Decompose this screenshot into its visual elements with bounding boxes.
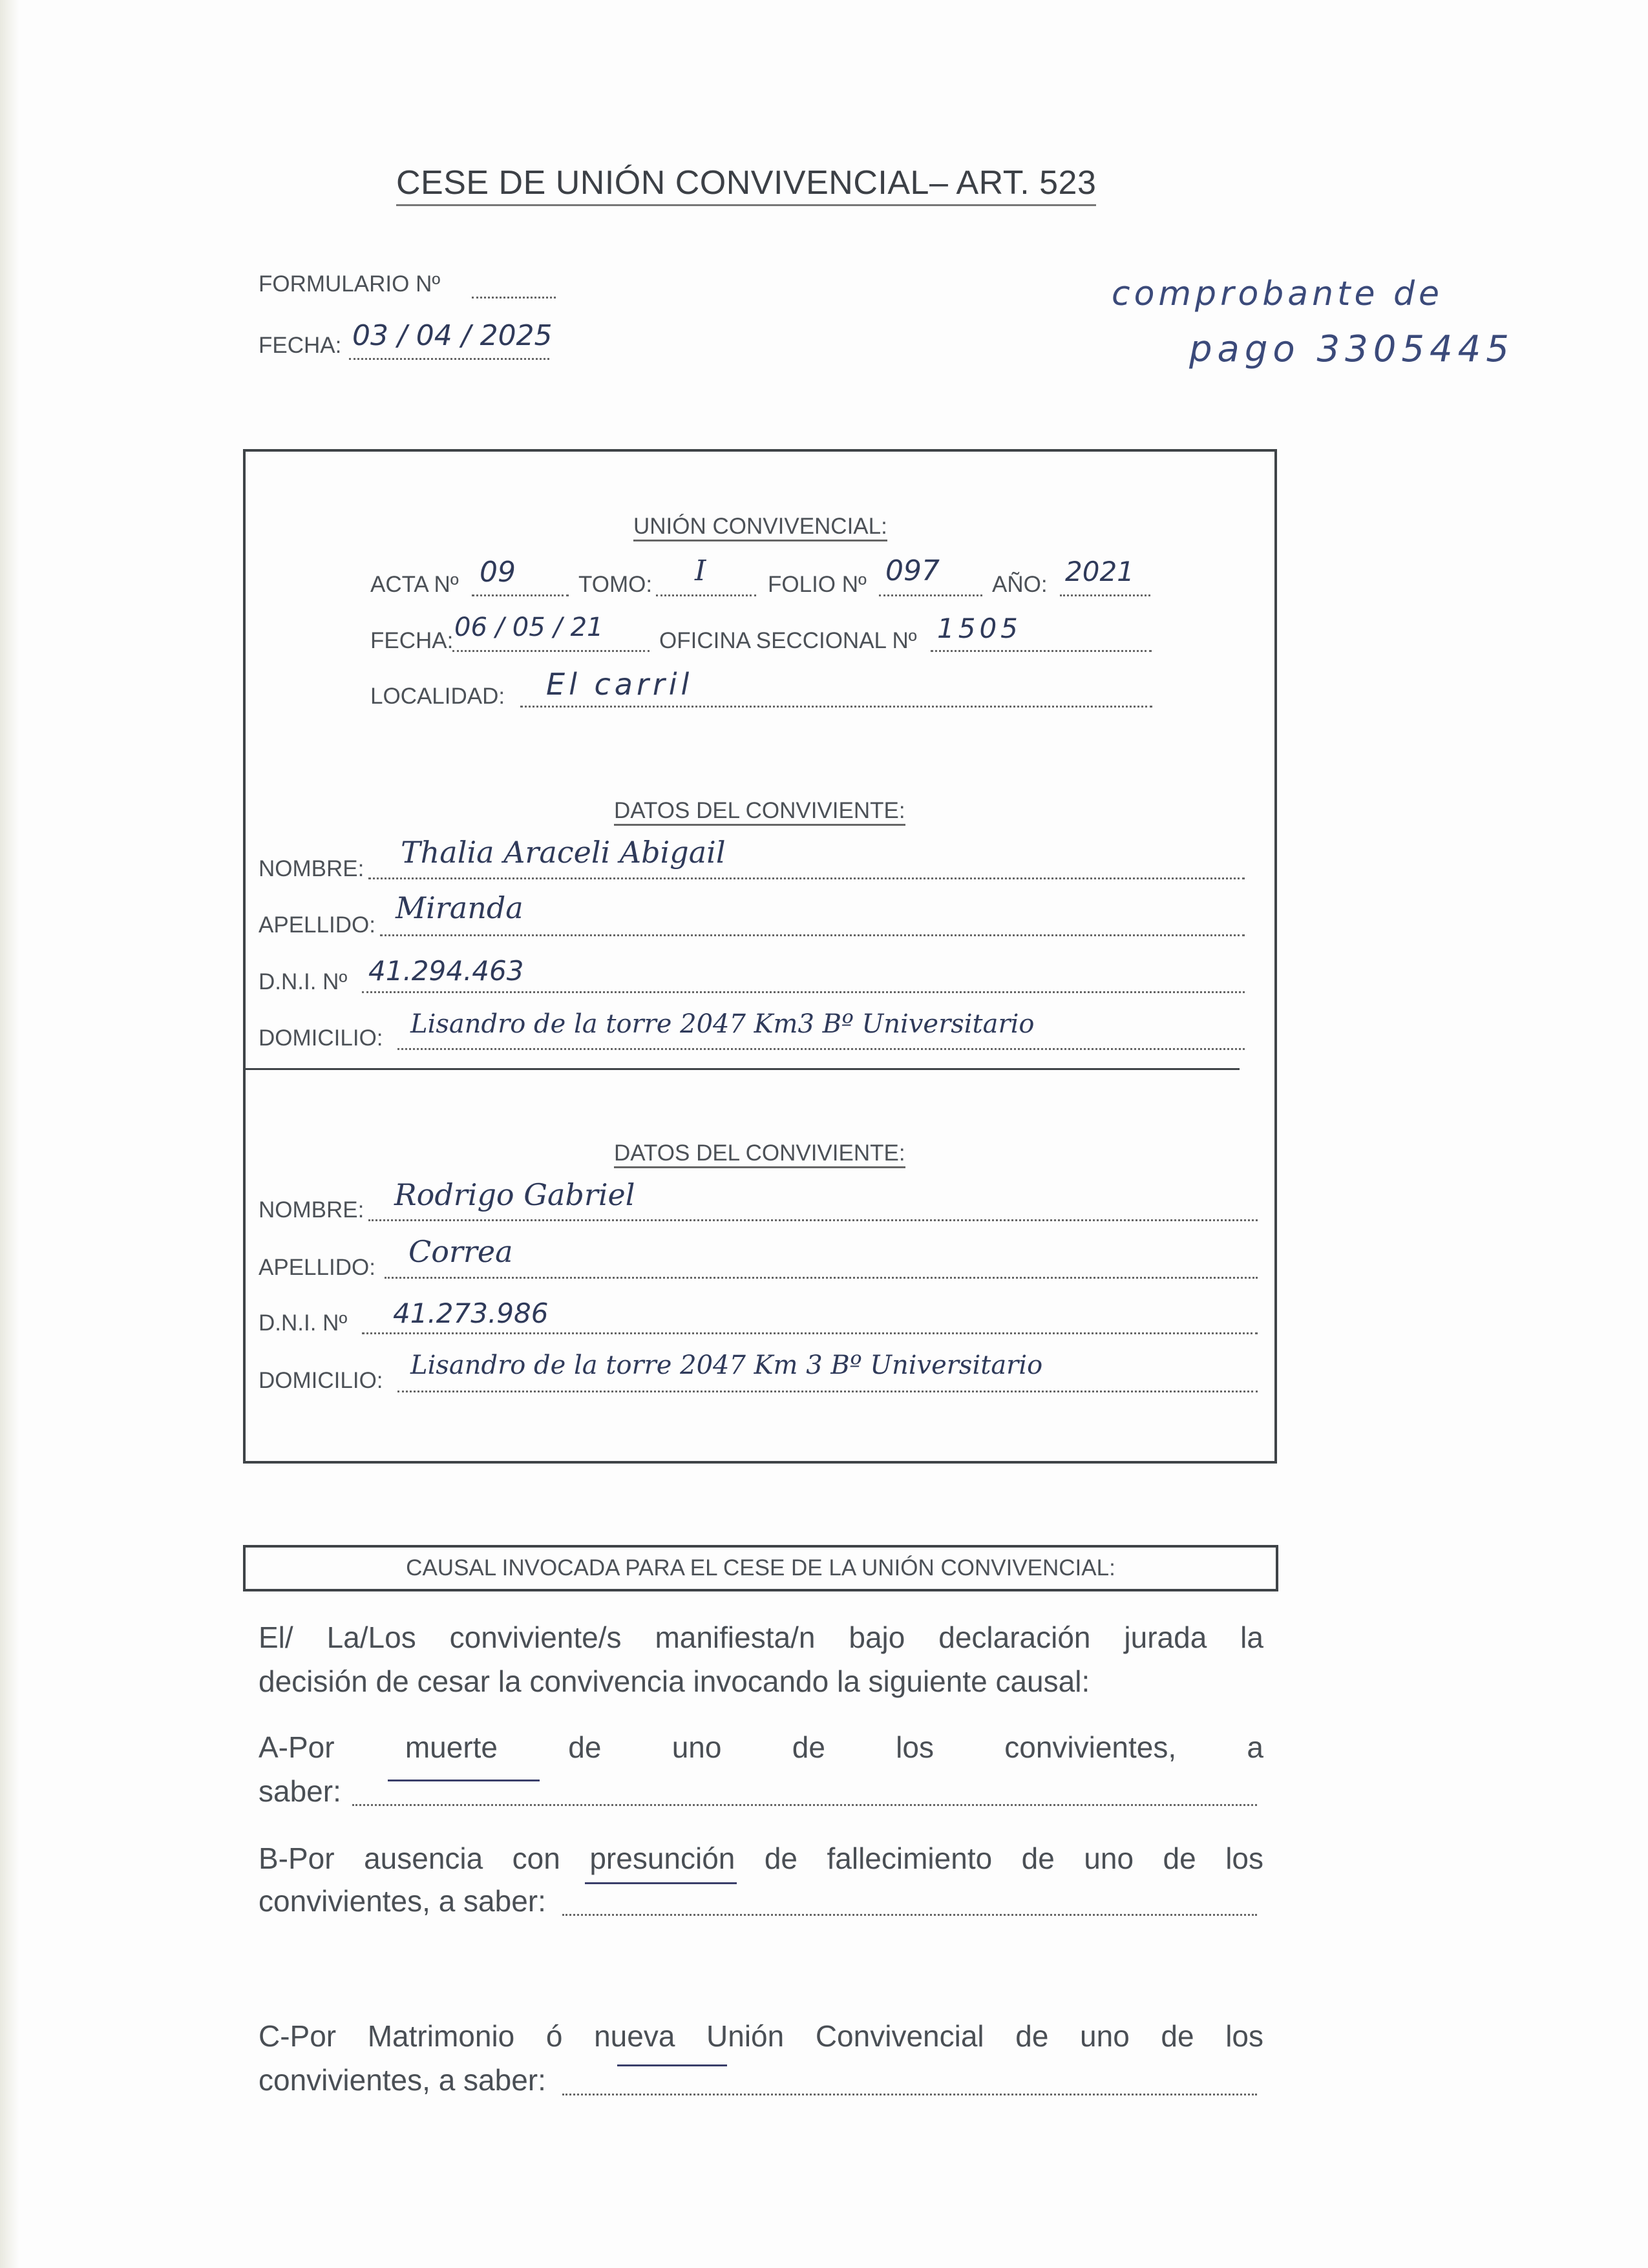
oficina-field[interactable] [931,650,1152,652]
folio-field[interactable] [879,594,982,596]
option-b-line1: B-Por ausencia con presunción de fallecimiento de uno de los [259,1842,1263,1875]
c1-apellido-label: APELLIDO: [259,912,375,938]
folio-label: FOLIO Nº [768,572,867,597]
localidad-label: LOCALIDAD: [370,684,505,709]
c2-nombre-field[interactable] [368,1219,1258,1221]
causal-intro-line1: El/ La/Los conviviente/s manifiesta/n bajo declaración jurada la [259,1621,1263,1654]
c1-domicilio-handwritten: Lisandro de la torre 2047 Km3 Bº Universitario [410,1009,1035,1039]
page-edge-shadow [0,0,19,2268]
payment-note-line1: comprobante de [1112,275,1443,313]
conviviente2-heading: DATOS DEL CONVIVIENTE: [614,1140,905,1168]
c1-dni-label: D.N.I. Nº [259,969,348,994]
acta-field[interactable] [472,594,569,596]
fecha-label: FECHA: [259,333,342,358]
anio-label: AÑO: [992,572,1048,597]
option-a-line1: A-Por muerte de uno de los convivientes, a [259,1730,1263,1764]
c2-dni-field[interactable] [362,1332,1258,1334]
option-a-line2: saber: [259,1774,341,1808]
c2-dni-handwritten: 41.273.986 [393,1297,549,1329]
tomo-label: TOMO: [578,572,653,597]
c2-nombre-label: NOMBRE: [259,1197,364,1223]
c2-apellido-handwritten: Correa [408,1234,513,1269]
c2-domicilio-label: DOMICILIO: [259,1368,383,1393]
tomo-handwritten: I [695,554,706,587]
form-title: CESE DE UNIÓN CONVIVENCIAL– ART. 523 [396,163,1096,206]
c1-dni-field[interactable] [362,991,1245,993]
box-divider [243,1068,1240,1070]
c1-domicilio-label: DOMICILIO: [259,1025,383,1051]
option-c-line2: convivientes, a saber: [259,2063,546,2097]
option-a-underline-mark [388,1780,540,1781]
option-b-line2: convivientes, a saber: [259,1884,546,1918]
acta-handwritten: 09 [480,556,516,589]
option-b-underline-mark [585,1882,737,1884]
anio-handwritten: 2021 [1065,556,1134,587]
localidad-handwritten: El carril [546,667,693,702]
c2-apellido-label: APELLIDO: [259,1255,375,1280]
fecha-field[interactable] [349,358,549,360]
tomo-field[interactable] [656,594,756,596]
option-a-field[interactable] [352,1804,1257,1806]
conviviente1-heading: DATOS DEL CONVIVIENTE: [614,798,905,826]
c1-nombre-field[interactable] [368,877,1245,879]
union-fecha-field[interactable] [452,650,650,652]
c2-domicilio-field[interactable] [397,1391,1258,1392]
folio-handwritten: 097 [885,554,940,587]
causal-heading [243,1545,1278,1591]
c2-nombre-handwritten: Rodrigo Gabriel [394,1177,635,1212]
c2-domicilio-handwritten: Lisandro de la torre 2047 Km 3 Bº Universitario [410,1350,1043,1380]
anio-field[interactable] [1060,594,1150,596]
c1-nombre-handwritten: Thalia Araceli Abigail [401,835,726,870]
localidad-field[interactable] [520,706,1152,708]
causal-intro-line2: decisión de cesar la convivencia invocando la siguiente causal: [259,1664,1090,1698]
formulario-label: FORMULARIO Nº [259,271,441,297]
c2-dni-label: D.N.I. Nº [259,1310,348,1336]
c1-nombre-label: NOMBRE: [259,856,364,881]
fecha-handwritten: 03 / 04 / 2025 [352,319,553,352]
option-c-underline-mark [617,2064,727,2066]
causal-heading-text: CAUSAL INVOCADA PARA EL CESE DE LA UNIÓN CONVIVENCIAL: [406,1555,1115,1580]
c2-apellido-field[interactable] [385,1277,1258,1279]
union-heading: UNIÓN CONVIVENCIAL: [633,514,887,541]
c1-apellido-field[interactable] [380,934,1245,936]
c1-domicilio-field[interactable] [397,1048,1245,1050]
option-c-line1: C-Por Matrimonio ó nueva Unión Convivencial de uno de los [259,2019,1263,2053]
union-fecha-label: FECHA: [370,628,454,653]
formulario-field[interactable] [472,297,556,299]
option-c-field[interactable] [562,2094,1257,2095]
oficina-handwritten: 1505 [937,613,1022,644]
c1-dni-handwritten: 41.294.463 [368,955,524,987]
option-b-field[interactable] [562,1914,1257,1916]
payment-note-line2: pago 3305445 [1189,328,1514,370]
c1-apellido-handwritten: Miranda [396,890,523,925]
acta-label: ACTA Nº [370,572,459,597]
union-fecha-handwritten: 06 / 05 / 21 [454,613,604,642]
oficina-label: OFICINA SECCIONAL Nº [659,628,917,653]
